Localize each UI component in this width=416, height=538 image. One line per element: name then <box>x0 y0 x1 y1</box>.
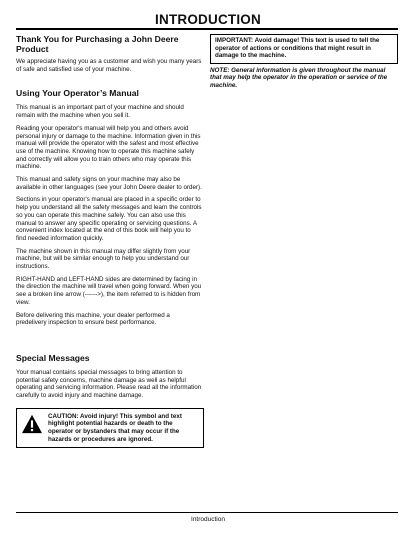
using-manual-paragraph-1: This manual is an important part of your machine and should remain with the machine when you sell it. <box>16 104 184 120</box>
using-manual-paragraph-6: RIGHT-HAND and LEFT-HAND sides are determined by facing in the direction the machine will travel when going forward. When you see a broken line arrow (------>), the item referred to is hidden from view. <box>16 275 202 306</box>
left-column <box>16 34 202 448</box>
warning-triangle-icon <box>21 414 43 434</box>
using-manual-paragraph-5: The machine shown in this manual may differ slightly from your machine, but will be similar enough to help you understand our instructions. <box>16 247 191 271</box>
important-text: IMPORTANT: Avoid damage! This text is used to tell the operator of actions or conditions that might result in damage to the machine. <box>215 37 380 60</box>
using-manual-paragraph-2: Reading your operator's manual will help you and others avoid personal injury or damage to the machine. Information given in this manual will provide the operator with the safest and most effective use of the machine. Knowing how to operate this machine safely and correctly will allow you to train others who may operate this machine. <box>16 124 201 171</box>
important-box <box>210 34 398 64</box>
using-manual-paragraph-3: This manual and safety signs on your machine may also be available in other languages (see your John Deere dealer to order). <box>16 176 202 191</box>
using-manual-heading: Using Your Operator’s Manual <box>16 88 139 99</box>
caution-text: CAUTION: Avoid injury! This symbol and text highlight potential hazards or death to the operator or bystanders that may occur if the hazards or procedures are ignored. <box>48 412 182 443</box>
note-text: NOTE: General information is given throughout the manual that may help the operator in the operation or service of the machine. <box>210 66 388 89</box>
thank-you-heading: Thank You for Purchasing a John Deere Product <box>16 34 179 54</box>
page-title: INTRODUCTION <box>155 12 261 27</box>
special-messages-text: Your manual contains special messages to bring attention to potential safety concerns, machine damage as well as helpful operating and servicing information. Please read all the information carefully to avoid injury and machine damage. <box>16 368 202 400</box>
bottom-divider <box>16 512 398 513</box>
page-footer: Introduction <box>191 516 225 523</box>
right-column <box>210 34 398 90</box>
thank-you-text: We appreciate having you as a customer and wish you many years of safe and satisfied use of your machine. <box>16 58 202 73</box>
using-manual-paragraph-7: Before delivering this machine, your dealer performed a predelivery inspection to ensure best performance. <box>16 311 170 327</box>
caution-box <box>16 408 204 448</box>
using-manual-paragraph-4: Sections in your operator's manual are placed in a specific order to help you understand all the safety messages and learn the controls so you can operate this machine safely. You can also use this manual to answer any specific operating or servicing questions. A convenient index located at the end of this book will help you to find needed information quickly. <box>16 196 202 242</box>
top-divider <box>16 28 398 30</box>
special-messages-heading: Special Messages <box>16 352 90 363</box>
